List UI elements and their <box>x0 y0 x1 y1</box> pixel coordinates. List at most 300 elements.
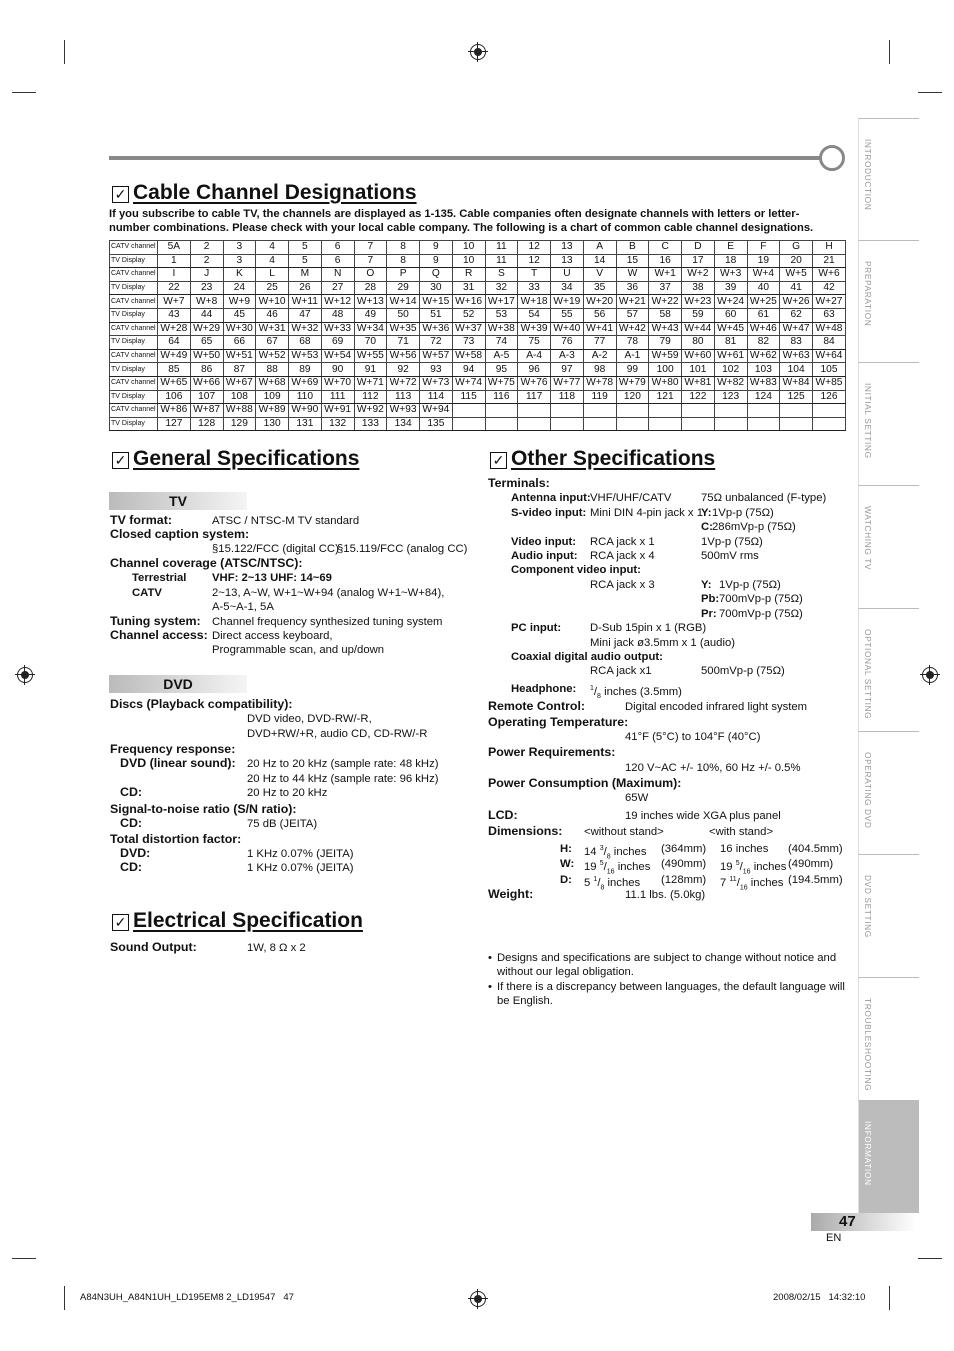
dim-int: 7 <box>720 876 730 889</box>
antenna-value: VHF/UHF/CATV <box>590 492 672 504</box>
dim-mm: (364mm) <box>661 843 707 855</box>
dim-without-value: 14 $^3/_8$ inches <box>584 845 647 861</box>
catv-cell: W+25 <box>747 295 780 309</box>
tv-cell: 34 <box>551 281 584 295</box>
catv-cell: W+34 <box>354 322 387 336</box>
power-cons-label: Power Consumption (Maximum): <box>488 776 682 790</box>
catv-cell: W+94 <box>420 404 453 418</box>
registration-mark-icon <box>922 667 938 683</box>
note-bullet: • <box>488 981 492 993</box>
tab-operating-dvd[interactable] <box>858 731 919 854</box>
tv-cell: 102 <box>714 363 747 377</box>
catv-cell: W+75 <box>485 376 518 390</box>
catv-cell: W+35 <box>387 322 420 336</box>
tv-cell: 59 <box>682 308 715 322</box>
catv-cell: W+64 <box>813 349 846 363</box>
catv-cell: W+19 <box>551 295 584 309</box>
catv-row <box>110 295 846 309</box>
fraction-denominator: 8 <box>600 884 605 892</box>
note-bullet: • <box>488 952 492 964</box>
fraction-denominator: 16 <box>742 868 751 876</box>
catv-cell: W+90 <box>289 404 322 418</box>
catv-cell: A <box>583 241 616 255</box>
tv-cell: 33 <box>518 281 551 295</box>
catv-cell: W+81 <box>682 376 715 390</box>
tab-troubleshooting[interactable] <box>858 977 919 1100</box>
tab-watching-tv[interactable] <box>858 485 919 608</box>
pc-label: PC input: <box>511 622 562 634</box>
tv-cell: 8 <box>387 254 420 268</box>
tv-cell: 117 <box>518 390 551 404</box>
lcd-value: 19 inches wide XGA plus panel <box>625 810 781 822</box>
catv-cell: W+32 <box>289 322 322 336</box>
catv-cell <box>813 404 846 418</box>
tv-cell: 51 <box>420 308 453 322</box>
catv-cell: W+42 <box>616 322 649 336</box>
lcd-label: LCD: <box>488 808 518 822</box>
dim-with-value: 19 $^5/_{16}$ inches <box>720 860 787 876</box>
catv-cell: 2 <box>190 241 223 255</box>
checkbox-icon: ✓ <box>112 914 129 931</box>
tv-cell: 79 <box>649 336 682 350</box>
tv-cell: 81 <box>714 336 747 350</box>
dim-unit: inches <box>604 876 641 889</box>
tv-cell: 1 <box>158 254 191 268</box>
tv-cell: 107 <box>190 390 223 404</box>
tv-cell: 121 <box>649 390 682 404</box>
headphone-value: $^1/_8$ inches (3.5mm) <box>590 685 682 701</box>
catv-cell <box>452 404 485 418</box>
dimensions-label: Dimensions: <box>488 824 563 838</box>
tv-cell: 76 <box>551 336 584 350</box>
catv-cell: W+57 <box>420 349 453 363</box>
crop-mark <box>64 1286 65 1310</box>
fraction-denominator: 16 <box>739 884 748 892</box>
tv-cell: 82 <box>747 336 780 350</box>
cable-title: Cable Channel Designations <box>133 181 417 204</box>
catv-cell: W+27 <box>813 295 846 309</box>
dim-unit: inches <box>614 860 651 873</box>
tv-cell: 110 <box>289 390 322 404</box>
tv-cell: 96 <box>518 363 551 377</box>
fraction-denominator: 16 <box>606 868 615 876</box>
catv-cell: W+22 <box>649 295 682 309</box>
snr-cd-label: CD: <box>120 816 143 830</box>
catv-row <box>110 404 846 418</box>
dim-axis <box>560 873 572 887</box>
row-label: TV Display <box>110 254 158 268</box>
catv-cell: A-3 <box>551 349 584 363</box>
catv-cell: W+69 <box>289 376 322 390</box>
tv-band: TV <box>109 492 247 510</box>
tab-information[interactable] <box>858 1100 919 1213</box>
other-title: Other Specifications <box>511 447 716 470</box>
tv-cell <box>452 417 485 431</box>
catv-cell: W+41 <box>583 322 616 336</box>
dim-int: 16 inches <box>720 843 769 855</box>
tv-cell: 29 <box>387 281 420 295</box>
catv-cell: T <box>518 268 551 282</box>
dim-with-mm <box>788 842 843 856</box>
thd-cd-label: CD: <box>120 860 143 874</box>
tv-cell: 21 <box>813 254 846 268</box>
dim-axis-label: H: <box>560 843 572 855</box>
dim-axis-label: D: <box>560 874 572 886</box>
catv-cell: W+66 <box>190 376 223 390</box>
tv-cell: 72 <box>420 336 453 350</box>
catv-cell: W+74 <box>452 376 485 390</box>
dim-unit: inches <box>750 860 787 873</box>
svideo-y-spec: 1Vp-p (75Ω) <box>712 507 774 519</box>
catv-cell <box>682 404 715 418</box>
tv-display-row <box>110 308 846 322</box>
headphone-text: inches (3.5mm) <box>600 685 682 698</box>
component-y-label: Y: <box>701 579 712 591</box>
catv-cell <box>485 404 518 418</box>
tv-cell: 115 <box>452 390 485 404</box>
tv-cell: 41 <box>780 281 813 295</box>
catv-cell <box>747 404 780 418</box>
catv-cell: W+67 <box>223 376 256 390</box>
catv-cell: W+72 <box>387 376 420 390</box>
tv-cell: 7 <box>354 254 387 268</box>
catv-cell: W+17 <box>485 295 518 309</box>
tv-cell: 32 <box>485 281 518 295</box>
catv-cell: W+33 <box>321 322 354 336</box>
catv-cell: W+16 <box>452 295 485 309</box>
tv-cell: 128 <box>190 417 223 431</box>
terrestrial-value: VHF: 2~13 UHF: 14~69 <box>212 572 332 584</box>
tv-cell <box>616 417 649 431</box>
dim-mm: (128mm) <box>661 874 707 886</box>
catv-cell: W+68 <box>256 376 289 390</box>
catv-cell: W+14 <box>387 295 420 309</box>
tv-cell: 99 <box>616 363 649 377</box>
tv-cell: 92 <box>387 363 420 377</box>
note-2-line-2: be English. <box>497 995 553 1007</box>
tv-cell: 84 <box>813 336 846 350</box>
catv-cell: W+20 <box>583 295 616 309</box>
tv-cell: 18 <box>714 254 747 268</box>
catv-cell: W+3 <box>714 268 747 282</box>
access-value-1: Direct access keyboard, <box>212 630 333 642</box>
tv-cell <box>485 417 518 431</box>
row-label: TV Display <box>110 336 158 350</box>
discs-value-1: DVD video, DVD-RW/-R, <box>247 713 372 725</box>
catv-cell: E <box>714 241 747 255</box>
tv-cell: 106 <box>158 390 191 404</box>
tv-cell: 56 <box>583 308 616 322</box>
tv-cell: 63 <box>813 308 846 322</box>
catv-cell: W+50 <box>190 349 223 363</box>
tv-cell: 17 <box>682 254 715 268</box>
tv-cell <box>813 417 846 431</box>
catv-cell: W+85 <box>813 376 846 390</box>
row-label: CATV channel <box>110 349 158 363</box>
catv-cell: W+65 <box>158 376 191 390</box>
catv-cell: I <box>158 268 191 282</box>
catv-cell: W+61 <box>714 349 747 363</box>
dim-axis <box>560 857 574 871</box>
weight-value: 11.1 lbs. (5.0kg) <box>625 889 706 901</box>
catv-cell: W+1 <box>649 268 682 282</box>
tab-label: INTRODUCTION <box>863 139 873 211</box>
crop-mark <box>918 92 942 93</box>
dim-with-mm <box>788 857 833 871</box>
row-label: TV Display <box>110 390 158 404</box>
language-code: EN <box>826 1232 842 1244</box>
snr-label: Signal-to-noise ratio (S/N ratio): <box>110 802 297 816</box>
tv-cell: 105 <box>813 363 846 377</box>
dim-without-mm <box>661 873 706 887</box>
tv-cell: 25 <box>256 281 289 295</box>
tv-cell: 112 <box>354 390 387 404</box>
component-y-spec: 1Vp-p (75Ω) <box>719 579 781 591</box>
catv-cell <box>649 404 682 418</box>
header-rule <box>109 156 821 160</box>
catv-row <box>110 349 846 363</box>
dim-int: 14 <box>584 845 600 858</box>
catv-cell: W+79 <box>616 376 649 390</box>
tv-cell: 15 <box>616 254 649 268</box>
coax-spec: 500mVp-p (75Ω) <box>701 665 785 677</box>
tv-cell: 2 <box>190 254 223 268</box>
tv-cell: 95 <box>485 363 518 377</box>
dim-without-value: 19 $^5/_{16}$ inches <box>584 860 651 876</box>
tv-cell: 20 <box>780 254 813 268</box>
svideo-c-label: C: <box>701 521 713 533</box>
freq-dvd-value-1: 20 Hz to 20 kHz (sample rate: 48 kHz) <box>247 758 439 770</box>
tv-cell: 94 <box>452 363 485 377</box>
tv-cell: 62 <box>780 308 813 322</box>
catv-cell: W+2 <box>682 268 715 282</box>
catv-cell <box>714 404 747 418</box>
audio-label: Audio input: <box>511 550 578 562</box>
catv-cell: 10 <box>452 241 485 255</box>
catv-cell <box>518 404 551 418</box>
catv-cell: W+6 <box>813 268 846 282</box>
tv-cell <box>682 417 715 431</box>
audio-value: RCA jack x 4 <box>590 550 655 562</box>
remote-label: Remote Control: <box>488 699 586 713</box>
crop-mark <box>12 1258 36 1259</box>
tv-cell: 131 <box>289 417 322 431</box>
tab-initial-setting[interactable] <box>858 362 919 485</box>
note-1-line-2: without our legal obligation. <box>497 966 634 978</box>
component-pb-label: Pb: <box>701 593 720 605</box>
catv-label: CATV <box>132 587 162 599</box>
snr-cd-value: 75 dB (JEITA) <box>247 818 318 830</box>
catv-cell: D <box>682 241 715 255</box>
video-value: RCA jack x 1 <box>590 536 655 548</box>
tab-label: INFORMATION <box>863 1121 873 1186</box>
row-label: CATV channel <box>110 268 158 282</box>
tv-cell: 36 <box>616 281 649 295</box>
catv-cell: W+58 <box>452 349 485 363</box>
freq-cd-value: 20 Hz to 20 kHz <box>247 787 328 799</box>
dim-without-stand: <without stand> <box>584 826 664 838</box>
catv-cell: W+31 <box>256 322 289 336</box>
catv-cell: W+92 <box>354 404 387 418</box>
dim-with-value: 7 $^{11}/_{16}$ inches <box>720 876 784 892</box>
tv-display-row <box>110 336 846 350</box>
svideo-y-label: Y: <box>701 507 712 519</box>
catv-cell: A-1 <box>616 349 649 363</box>
catv-cell: W+12 <box>321 295 354 309</box>
tv-cell: 65 <box>190 336 223 350</box>
tv-cell: 43 <box>158 308 191 322</box>
catv-cell: W+24 <box>714 295 747 309</box>
tab-label: INITIAL SETTING <box>863 383 873 459</box>
catv-cell: W+62 <box>747 349 780 363</box>
catv-cell: W+44 <box>682 322 715 336</box>
catv-cell: K <box>223 268 256 282</box>
dim-unit: inches <box>610 845 647 858</box>
catv-cell: W+8 <box>190 295 223 309</box>
tv-cell: 39 <box>714 281 747 295</box>
tab-label: TROUBLESHOOTING <box>863 998 873 1092</box>
crop-mark <box>889 40 890 64</box>
tv-cell: 45 <box>223 308 256 322</box>
tab-preparation[interactable] <box>858 240 919 363</box>
tv-cell: 109 <box>256 390 289 404</box>
catv-cell: W+80 <box>649 376 682 390</box>
catv-cell: G <box>780 241 813 255</box>
catv-cell: R <box>452 268 485 282</box>
catv-cell: 12 <box>518 241 551 255</box>
temp-label: Operating Temperature: <box>488 715 629 729</box>
tv-cell: 6 <box>321 254 354 268</box>
catv-cell: W+63 <box>780 349 813 363</box>
terminals-label: Terminals: <box>488 476 550 490</box>
row-label: CATV channel <box>110 322 158 336</box>
catv-cell: W+56 <box>387 349 420 363</box>
catv-cell: W+51 <box>223 349 256 363</box>
tv-cell: 38 <box>682 281 715 295</box>
registration-mark-icon <box>470 1291 486 1307</box>
checkbox-icon: ✓ <box>112 186 129 203</box>
access-label: Channel access: <box>110 628 208 642</box>
tab-dvd-setting[interactable] <box>858 854 919 977</box>
catv-cell: W+76 <box>518 376 551 390</box>
tv-cell: 111 <box>321 390 354 404</box>
catv-cell: W+37 <box>452 322 485 336</box>
tv-cell: 135 <box>420 417 453 431</box>
antenna-spec: 75Ω unbalanced (F-type) <box>701 492 827 504</box>
thd-label: Total distortion factor: <box>110 832 242 846</box>
tv-cell: 120 <box>616 390 649 404</box>
catv-cell: W+38 <box>485 322 518 336</box>
footer-file-info: A84N3UH_A84N1UH_LD195EM8 2_LD19547 47 <box>80 1292 294 1303</box>
fraction-numerator: 5 <box>599 860 604 867</box>
tv-cell: 125 <box>780 390 813 404</box>
freq-label: Frequency response: <box>110 742 236 756</box>
discs-label: Discs (Playback compatibility): <box>110 697 293 711</box>
tv-cell: 11 <box>485 254 518 268</box>
tv-cell: 83 <box>780 336 813 350</box>
tv-cell: 46 <box>256 308 289 322</box>
power-cons-value: 65W <box>625 792 649 804</box>
dim-mm: (490mm) <box>788 858 834 870</box>
tv-cell <box>714 417 747 431</box>
tv-cell: 26 <box>289 281 322 295</box>
tv-cell: 47 <box>289 308 322 322</box>
catv-cell: W+84 <box>780 376 813 390</box>
tv-cell: 31 <box>452 281 485 295</box>
catv-cell: W+77 <box>551 376 584 390</box>
tv-cell: 64 <box>158 336 191 350</box>
catv-cell: W+40 <box>551 322 584 336</box>
tv-cell: 122 <box>682 390 715 404</box>
dim-with-mm <box>788 873 843 887</box>
catv-cell <box>616 404 649 418</box>
catv-cell: H <box>813 241 846 255</box>
catv-cell: W+21 <box>616 295 649 309</box>
tab-label: OPTIONAL SETTING <box>863 629 873 720</box>
tab-introduction[interactable] <box>858 118 919 241</box>
tv-cell: 97 <box>551 363 584 377</box>
power-req-label: Power Requirements: <box>488 745 616 759</box>
tv-cell: 49 <box>354 308 387 322</box>
tv-display-row <box>110 363 846 377</box>
catv-cell: W+18 <box>518 295 551 309</box>
tab-optional-setting[interactable] <box>858 608 919 731</box>
row-label: TV Display <box>110 308 158 322</box>
tv-cell: 73 <box>452 336 485 350</box>
video-spec: 1Vp-p (75Ω) <box>701 536 763 548</box>
tv-display-row <box>110 417 846 431</box>
catv-cell: W+83 <box>747 376 780 390</box>
tv-cell: 70 <box>354 336 387 350</box>
tv-cell: 89 <box>289 363 322 377</box>
tab-label: OPERATING DVD <box>863 752 873 829</box>
tv-cell: 27 <box>321 281 354 295</box>
tv-cell <box>747 417 780 431</box>
catv-cell: W+30 <box>223 322 256 336</box>
tv-cell: 60 <box>714 308 747 322</box>
catv-cell: W+39 <box>518 322 551 336</box>
component-label: Component video input: <box>511 564 641 576</box>
tab-label: WATCHING TV <box>863 506 873 571</box>
tv-cell: 3 <box>223 254 256 268</box>
catv-cell: W+13 <box>354 295 387 309</box>
page-number: 47 <box>839 1213 856 1230</box>
footer-timestamp: 2008/02/15 14:32:10 <box>773 1292 866 1303</box>
catv-cell: W+52 <box>256 349 289 363</box>
tv-cell: 91 <box>354 363 387 377</box>
freq-dvd-label: DVD (linear sound): <box>120 756 236 770</box>
tv-cell <box>551 417 584 431</box>
crop-mark <box>889 1286 890 1310</box>
catv-cell: W <box>616 268 649 282</box>
catv-cell: C <box>649 241 682 255</box>
catv-cell: W+7 <box>158 295 191 309</box>
tv-display-row <box>110 281 846 295</box>
tv-cell: 130 <box>256 417 289 431</box>
registration-mark-icon <box>17 667 33 683</box>
tv-cell: 114 <box>420 390 453 404</box>
catv-cell: W+71 <box>354 376 387 390</box>
svideo-label: S-video input: <box>511 507 587 519</box>
catv-cell: W+28 <box>158 322 191 336</box>
tv-cell: 108 <box>223 390 256 404</box>
tv-cell: 13 <box>551 254 584 268</box>
catv-cell: 9 <box>420 241 453 255</box>
temp-value: 41°F (5°C) to 104°F (40°C) <box>625 731 761 743</box>
cc-value-analog: §15.119/FCC (analog CC) <box>337 543 468 555</box>
tv-cell: 74 <box>485 336 518 350</box>
freq-dvd-value-2: 20 Hz to 44 kHz (sample rate: 96 kHz) <box>247 773 439 785</box>
